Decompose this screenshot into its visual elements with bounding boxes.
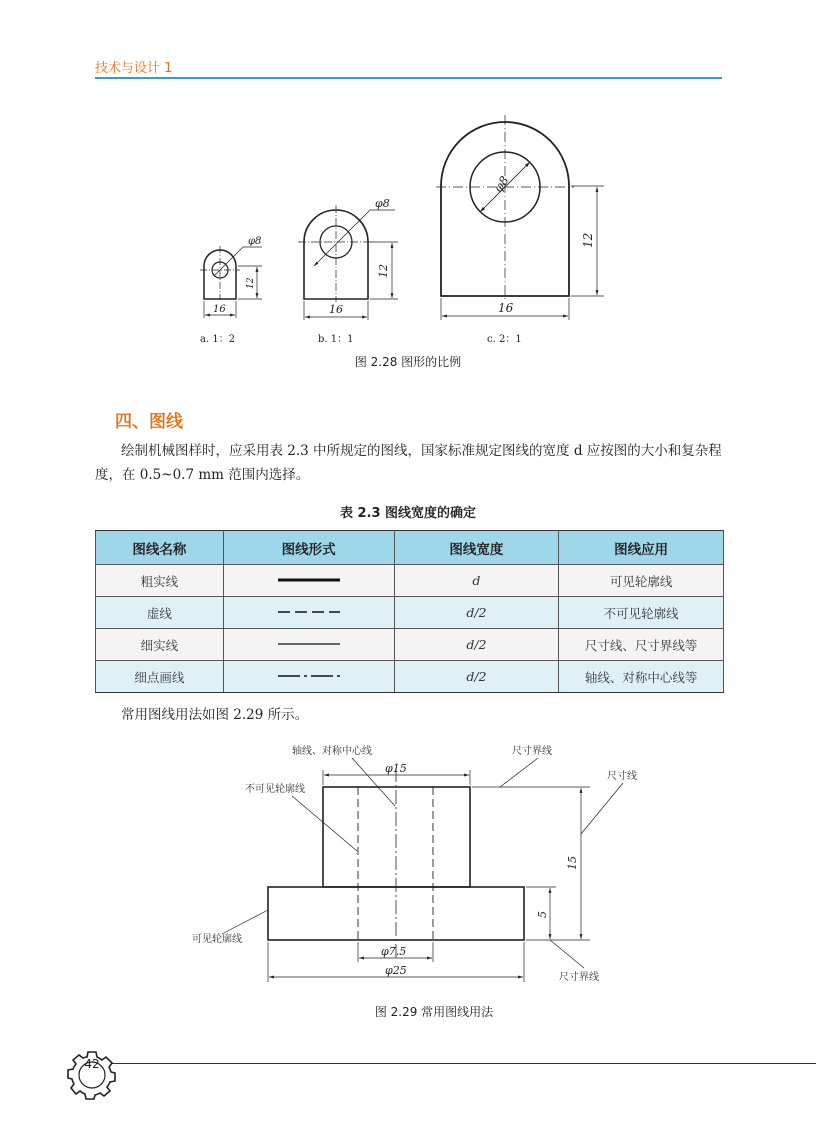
- table-row: [96, 629, 724, 661]
- dim-phi25: φ25: [385, 964, 407, 977]
- label-axis-centerline: 轴线、对称中心线: [292, 746, 372, 757]
- row-use: 不可见轮廓线: [559, 597, 724, 629]
- footer-rule: [110, 1063, 816, 1064]
- label-extension-line-bottom: 尺寸界线: [559, 972, 599, 983]
- dim-phi7-5: φ7.5: [381, 945, 407, 958]
- line-sample-thin-solid: [223, 629, 394, 661]
- line-width-table: [95, 530, 724, 693]
- dim-height-5: 5: [536, 911, 549, 918]
- section-title: 四、图线: [115, 412, 183, 432]
- dim-height-b: 12: [377, 264, 390, 278]
- table-row: [96, 565, 724, 597]
- label-hidden-outline: 不可见轮廓线: [245, 784, 305, 795]
- row-use: 可见轮廓线: [559, 565, 724, 597]
- subcaption-c: c. 2：1: [487, 334, 522, 345]
- row-width: d/2: [394, 661, 559, 693]
- line-sample-dash-dot: [223, 661, 394, 693]
- subcaption-a: a. 1：2: [200, 334, 236, 345]
- row-width: d: [394, 565, 559, 597]
- figure-2-28-caption: 图 2.28 图形的比例: [354, 355, 462, 369]
- table-header-row: [96, 531, 724, 565]
- row-name: 虚线: [96, 597, 224, 629]
- dim-height-15: 15: [566, 856, 579, 870]
- paragraph-2: 常用图线用法如图 2.29 所示。: [121, 707, 309, 723]
- row-name: 细实线: [96, 629, 224, 661]
- table-title: 表 2.3 图线宽度的确定: [339, 506, 477, 521]
- header-width: 图线宽度: [394, 531, 559, 565]
- dim-phi-c: φ8: [490, 173, 512, 195]
- dim-phi-a: φ8: [248, 236, 262, 247]
- label-visible-outline: 可见轮廓线: [192, 934, 242, 945]
- table-row: [96, 597, 724, 629]
- table-row: [96, 661, 724, 693]
- dim-height-a: 12: [246, 277, 256, 289]
- row-name: 细点画线: [96, 661, 224, 693]
- row-name: 粗实线: [96, 565, 224, 597]
- row-use: 尺寸线、尺寸界线等: [559, 629, 724, 661]
- row-width: d/2: [394, 597, 559, 629]
- row-width: d/2: [394, 629, 559, 661]
- dim-height-c: 12: [581, 232, 595, 248]
- header-style: 图线形式: [223, 531, 394, 565]
- label-extension-line-top: 尺寸界线: [512, 746, 552, 757]
- figure-2-28: [0, 0, 816, 370]
- dim-width-c: 16: [498, 301, 514, 315]
- running-header: 技术与设计 1: [95, 61, 173, 76]
- figure-2-29: [0, 730, 816, 1030]
- figure-2-29-caption: 图 2.29 常用图线用法: [374, 1005, 494, 1019]
- dim-width-b: 16: [329, 303, 343, 316]
- line-sample-thick-solid: [223, 565, 394, 597]
- paragraph-1: 绘制机械图样时，应采用表 2.3 中所规定的图线，国家标准规定图线的宽度 d 应按图的大小和复杂程度，在 0.5~0.7 mm 范围内选择。: [95, 443, 722, 483]
- dim-phi15: φ15: [385, 762, 407, 775]
- header-use: 图线应用: [559, 531, 724, 565]
- dim-width-a: 16: [213, 304, 226, 315]
- dim-phi-b: φ8: [375, 197, 390, 210]
- label-dimension-line: 尺寸线: [607, 771, 637, 782]
- row-use: 轴线、对称中心线等: [559, 661, 724, 693]
- line-sample-dashed: [223, 597, 394, 629]
- subcaption-b: b. 1：1: [318, 334, 354, 345]
- page-number: 42: [84, 1057, 100, 1071]
- header-name: 图线名称: [96, 531, 224, 565]
